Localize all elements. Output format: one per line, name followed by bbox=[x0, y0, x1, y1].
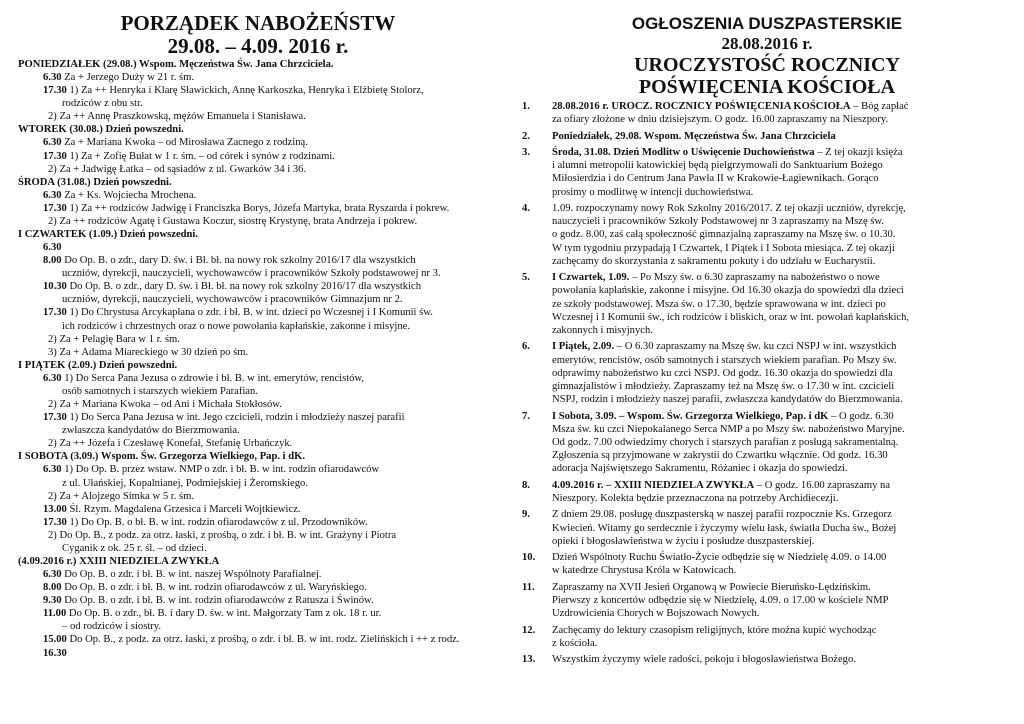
schedule-line: 2) Za + Alojzego Simka w 5 r. śm. bbox=[48, 490, 195, 502]
mass-schedule-column bbox=[18, 0, 498, 724]
schedule-line: 6.30 1) Do Op. B. przez wstaw. NMP o zdr. i bł. B. w int. rodzin ofiarodawców bbox=[43, 464, 380, 476]
schedule-line: 17.30 1) Za + Zofię Bułat w 1 r. śm. – od córek i synów z rodzinami. bbox=[43, 150, 335, 162]
schedule-line: 2) Za ++ Annę Praszkowską, mężów Emanuela i Stanisława. bbox=[48, 111, 306, 123]
announcements-heading-line2: POŚWIĘCENIA KOŚCIOŁA bbox=[638, 76, 896, 98]
announcement-line: z kościoła. bbox=[552, 637, 598, 649]
announcement-item bbox=[520, 202, 1014, 268]
announcement-line: Dzień Wspólnoty Ruchu Światło-Życie odbędzie się w Niedzielę 4.09. o 14.00 bbox=[552, 552, 887, 564]
announcement-line: Pierwszy z koncertów odbędzie się w Niedzielę, 4.09. o 17.00 w kościele NMP bbox=[552, 594, 889, 606]
schedule-line: zwłaszcza kandydatów do Bierzmowania. bbox=[62, 425, 240, 437]
schedule-line: 16.30 bbox=[43, 647, 67, 659]
schedule-title: PORZĄDEK NABOŻEŃSTW bbox=[120, 11, 396, 35]
announcement-line: adoracja Najświętszego Sakramentu, Różaniec i okazja do spowiedzi. bbox=[552, 463, 848, 475]
announcement-line: Nieszpory. Kolekta będzie przeznaczona na potrzeby Archidiecezji. bbox=[552, 493, 839, 504]
schedule-day-heading: ŚRODA (31.08.) Dzień powszedni. bbox=[18, 176, 172, 188]
announcement-text bbox=[552, 653, 1014, 666]
schedule-line: 8.00 Do Op. B. o zdr., dary D. św. i Bł. bł. na nowy rok szkolny 2016/17 dla wszystkich bbox=[43, 255, 416, 267]
announcement-item bbox=[520, 508, 1014, 548]
announcement-line: 1.09. rozpoczynamy nowy Rok Szkolny 2016/2017. Z tej okazji uczniów, dyrekcję, bbox=[552, 202, 906, 214]
schedule-line: rodziców z obu str. bbox=[62, 98, 143, 110]
announcement-line: Zachęcamy do lektury czasopism religijnych, które można kupić wychodząc bbox=[552, 624, 877, 636]
announcement-line: Miłosierdzia i do Centrum Jana Pawła II w Krakowie-Łagiewnikach. Gorąco bbox=[552, 173, 879, 185]
announcement-item bbox=[520, 146, 1014, 199]
announcement-line: NSPJ, rodzin i młodzieży naszej parafii, zwłaszcza kandydatów do Bierzmowania. bbox=[552, 394, 903, 406]
announcement-number: 10. bbox=[522, 552, 536, 564]
announcement-line: Kwiecień. Witamy go serdecznie i życzymy wielu łask, światła Ducha św., Bożej bbox=[552, 522, 897, 534]
announcement-text bbox=[552, 508, 1014, 548]
announcement-item bbox=[520, 581, 1014, 621]
schedule-line: z ul. Ułańskiej, Kopalnianej, Podmiejskiej i Żeromskiego. bbox=[62, 477, 308, 489]
announcements-column bbox=[520, 0, 1014, 724]
announcement-number: 2. bbox=[522, 130, 530, 142]
announcement-item bbox=[520, 624, 1014, 650]
announcement-line: Środa, 31.08. Dzień Modlitw o Uświęcenie Duchowieństwa – Z tej okazji księża bbox=[552, 146, 903, 158]
announcement-line: Zapraszamy na XVII Jesień Organową w Powiecie Bieruńsko-Lędzińskim. bbox=[552, 581, 871, 593]
announcement-text bbox=[552, 624, 1014, 650]
announcement-number: 8. bbox=[522, 479, 530, 491]
schedule-line: 17.30 1) Za ++ rodziców Jadwigę i Franciszka Borys, Józefa Martyka, brata Ryszarda i pokrew. bbox=[43, 202, 450, 214]
schedule-date-range: 29.08. – 4.09. 2016 r. bbox=[167, 34, 349, 58]
announcement-line: Poniedziałek, 29.08. Wspom. Męczeństwa Św. Jana Chrzciciela bbox=[552, 130, 836, 142]
announcement-line: 4.09.2016 r. – XXIII NIEDZIELA ZWYKŁA – O godz. 16.00 zapraszamy na bbox=[552, 479, 891, 491]
announcement-item bbox=[520, 479, 1014, 505]
announcement-item bbox=[520, 410, 1014, 476]
announcement-number: 4. bbox=[522, 202, 530, 214]
announcement-item bbox=[520, 653, 1014, 666]
announcement-text bbox=[552, 581, 1014, 621]
schedule-line: uczniów, dyrekcji, nauczycieli, wychowawców i pracowników Gimnazjum nr 2. bbox=[62, 294, 403, 306]
schedule-line: 6.30 Do Op. B. o zdr. i bł. B. w int. naszej Wspólnoty Parafialnej. bbox=[43, 569, 322, 581]
schedule-line: 13.00 Śl. Rzym. Magdalena Grzesica i Marceli Wojtkiewicz. bbox=[43, 503, 301, 515]
schedule-line: 6.30 Za + Jerzego Duży w 21 r. śm. bbox=[43, 72, 195, 84]
announcement-line: gimnazjalistów i młodzieży. Zapraszamy też na Mszę św. o 17.30 w int. czcicieli bbox=[552, 381, 895, 392]
schedule-day-heading: WTOREK (30.08.) Dzień powszedni. bbox=[18, 124, 184, 136]
announcement-line: Z dniem 29.08. posługę duszpasterską w naszej parafii rozpocznie Ks. Grzegorz bbox=[552, 509, 892, 521]
announcement-number: 9. bbox=[522, 509, 530, 521]
announcement-line: Uzdrowicienia Chorych w Bojszowach Nowych. bbox=[552, 608, 760, 620]
schedule-line: 8.00 Do Op. B. o zdr. i bł. B. w int. rodzin ofiarodawców z ul. Waryńskiego. bbox=[43, 582, 367, 594]
announcement-number: 12. bbox=[522, 624, 536, 636]
announcement-item bbox=[520, 551, 1014, 577]
announcement-line: opieki i błogosławieństwa w życiu i posłudze duszpasterskiej. bbox=[552, 535, 815, 547]
announcement-line: nauczycieli i pracowników Szkoły Podstawowej nr 3 zapraszamy na Mszę św. bbox=[552, 216, 885, 228]
announcement-line: I Piątek, 2.09. – O 6.30 zapraszamy na Mszę św. ku czci NSPJ w int. wszystkich bbox=[552, 341, 897, 353]
announcement-item bbox=[520, 271, 1014, 337]
schedule-entries bbox=[18, 58, 498, 660]
schedule-line: – od rodziców i siostry. bbox=[62, 621, 162, 633]
schedule-day-heading: (4.09.2016 r.) XXIII NIEDZIELA ZWYKŁA bbox=[18, 555, 220, 567]
schedule-line: 2) Za + Mariana Kwoka – od Ani i Michała Stokłosów. bbox=[48, 399, 282, 411]
announcement-text bbox=[552, 340, 1014, 406]
announcement-text bbox=[552, 551, 1014, 577]
announcement-text bbox=[552, 202, 1014, 268]
announcement-line: 28.08.2016 r. UROCZ. ROCZNICY POŚWIĘCENIA KOŚCIOŁA – Bóg zapłać bbox=[552, 101, 909, 112]
schedule-line: 17.30 1) Do Chrystusa Arcykapłana o zdr. i bł. B. w int. dzieci po Wczesnej i I Komunii św. bbox=[43, 307, 433, 319]
announcement-line: zakonnych i misyjnych. bbox=[552, 325, 653, 336]
announcement-number: 7. bbox=[522, 410, 530, 422]
announcement-item bbox=[520, 100, 1014, 126]
announcement-text bbox=[552, 130, 1014, 143]
announcements-list bbox=[520, 100, 1014, 666]
announcement-line: Msza św. ku czci Niepokalanego Serca NMP a po Mszy św. nabożeństwo Maryjne. bbox=[552, 423, 905, 435]
announcement-number: 3. bbox=[522, 146, 530, 158]
schedule-line: 6.30 bbox=[43, 242, 62, 254]
announcement-line: o godz. 8.00, zaś całą społeczność gimnazjalną zapraszamy na Mszę św. o 10.30. bbox=[552, 229, 896, 241]
schedule-day-heading: I CZWARTEK (1.09.) Dzień powszedni. bbox=[18, 229, 199, 241]
schedule-line: 9.30 Do Op. B. o zdr. i bł. B. w int. rodzin ofiarodawców z Ratusza i Świnów. bbox=[43, 595, 374, 607]
schedule-day-heading: I PIĄTEK (2.09.) Dzień powszedni. bbox=[18, 359, 178, 371]
announcement-item bbox=[520, 130, 1014, 143]
schedule-line: 6.30 1) Do Serca Pana Jezusa o zdrowie i bł. B. w int. emerytów, rencistów, bbox=[43, 372, 365, 384]
schedule-line: 10.30 Do Op. B. o zdr., dary D. św. i Bł. bł. na nowy rok szkolny 2016/17 dla wszystkich bbox=[43, 281, 422, 293]
announcement-number: 11. bbox=[522, 581, 535, 593]
announcement-line: Wczesnej i I Komunii św., ich rodziców i bliskich, oraz w int. powołań kapłańskich, bbox=[552, 311, 910, 323]
announcements-heading-line1: UROCZYSTOŚĆ ROCZNICY bbox=[634, 54, 900, 76]
schedule-line: 6.30 Za + Mariana Kwoka – od Mirosława Zacnego z rodziną. bbox=[43, 137, 308, 149]
announcement-line: W tym tygodniu przypadają I Czwartek, I Piątek i I Sobota miesiąca. Z tej okazji bbox=[552, 242, 895, 254]
schedule-line: ich rodziców i chrzestnych oraz o nowe powołania kapłańskie, zakonne i misyjne. bbox=[62, 320, 411, 332]
announcement-line: za ofiary złożone w dniu dzisiejszym. O godz. 16.00 zapraszamy na Nieszpory. bbox=[552, 114, 889, 126]
announcement-line: odprawimy nabożeństwo ku czci NSPJ. Od godz. 16.30 okazja do spowiedzi dla bbox=[552, 367, 893, 379]
announcement-line: emerytów, rencistów, osób samotnych i starszych wiekiem parafian. Po Mszy św. bbox=[552, 354, 897, 366]
announcement-line: prosimy o modlitwę w intencji duchowieństwa. bbox=[552, 186, 754, 198]
schedule-day-heading: PONIEDZIAŁEK (29.08.) Wspom. Męczeństwa Św. Jana Chrzciciela. bbox=[18, 59, 334, 70]
schedule-line: osób samotnych i starszych wiekiem Parafian. bbox=[62, 385, 258, 397]
schedule-line: 2) Za + Jadwigę Łatka – od sąsiadów z ul. Gwarków 34 i 36. bbox=[48, 163, 307, 175]
announcement-item bbox=[520, 340, 1014, 406]
announcement-text bbox=[552, 100, 1014, 126]
announcement-line: Zgłoszenia są przyjmowane w zakrystii do Czwartku włącznie. Od godz. 16.30 bbox=[552, 450, 888, 462]
schedule-line: uczniów, dyrekcji, nauczycieli, wychowawców i pracowników Szkoły podstawowej nr 3. bbox=[62, 268, 441, 280]
schedule-line: 2) Za ++ rodziców Agatę i Gustawa Koczur, siostrę Krystynę, brata Andrzeja i pokrew. bbox=[48, 215, 418, 227]
announcement-line: zachęcamy do skorzystania z sakramentu pokuty i do udziału w Eucharystii. bbox=[552, 255, 876, 267]
schedule-line: 3) Za + Adama Miareckiego w 30 dzień po śm. bbox=[48, 346, 249, 358]
announcement-text bbox=[552, 146, 1014, 199]
schedule-line: 2) Za + Pelagię Bara w 1 r. śm. bbox=[48, 333, 180, 345]
announcement-number: 6. bbox=[522, 341, 530, 353]
announcement-line: Wszystkim życzymy wiele radości, pokoju i błogosławieństwa Bożego. bbox=[552, 654, 856, 666]
announcement-line: powołania kapłańskie, zakonne i misyjne. Od 16.30 okazja do spowiedzi dla dzieci bbox=[552, 285, 904, 297]
announcement-line: Od godz. 7.00 odwiedzimy chorych i starszych parafian z posługą sakramentalną. bbox=[552, 437, 899, 448]
announcement-text bbox=[552, 410, 1014, 476]
announcement-line: ze szkoły podstawowej. Msza św. o 17.30, będzie sprawowana w int. dzieci po bbox=[552, 298, 886, 310]
schedule-line: 2) Za ++ Józefa i Czesławę Konefał, Stefanię Urbańczyk. bbox=[48, 438, 293, 450]
schedule-line: 15.00 Do Op. B., z podz. za otrz. łaski, z prośbą, o zdr. i bł. B. w int. rodz. Zielińskich i ++ z rodz. bbox=[43, 634, 460, 646]
schedule-line: 17.30 1) Do Serca Pana Jezusa w int. Jego czcicieli, rodzin i młodzieży naszej parafii bbox=[43, 412, 405, 424]
schedule-line: Cyganik z ok. 25 r. śl. – od dzieci. bbox=[62, 542, 207, 554]
announcement-line: w katedrze Chrystusa Króla w Katowicach. bbox=[552, 565, 737, 577]
announcement-number: 1. bbox=[522, 101, 530, 112]
schedule-line: 17.30 1) Do Op. B. o bł. B. w int. rodzin ofiarodawców z ul. Przodowników. bbox=[43, 516, 368, 528]
announcement-number: 13. bbox=[522, 654, 536, 666]
announcements-date: 28.08.2016 r. bbox=[721, 34, 813, 53]
announcement-line: I Czwartek, 1.09. – Po Mszy św. o 6.30 zapraszamy na nabożeństwo o nowe bbox=[552, 272, 880, 284]
schedule-line: 17.30 1) Za ++ Henryka i Klarę Sławickich, Annę Karkoszka, Henryka i Elżbietę Stolorz, bbox=[43, 85, 424, 97]
announcement-number: 5. bbox=[522, 272, 530, 284]
announcement-line: i alumni metropolii katowickiej będą pielgrzymowali do Sanktuarium Bożego bbox=[552, 160, 883, 172]
schedule-line: 6.30 Za + Ks. Wojciecha Mrochena. bbox=[43, 189, 197, 201]
announcement-text bbox=[552, 479, 1014, 505]
schedule-line: 2) Do Op. B., z podz. za otrz. łaski, z prośbą, o zdr. i bł. B. w int. Grażyny i Piotra bbox=[48, 529, 397, 541]
schedule-line: 11.00 Do Op. B. o zdr., bł. B. i dary D. św. w int. Małgorzaty Tam z ok. 18 r. ur. bbox=[43, 608, 382, 620]
announcement-line: I Sobota, 3.09. – Wspom. Św. Grzegorza Wielkiego, Pap. i dK – O godz. 6.30 bbox=[552, 410, 894, 422]
announcements-title: OGŁOSZENIA DUSZPASTERSKIE bbox=[631, 14, 903, 33]
announcement-text bbox=[552, 271, 1014, 337]
schedule-day-heading: I SOBOTA (3.09.) Wspom. Św. Grzegorza Wielkiego, Pap. i dK. bbox=[18, 451, 306, 463]
